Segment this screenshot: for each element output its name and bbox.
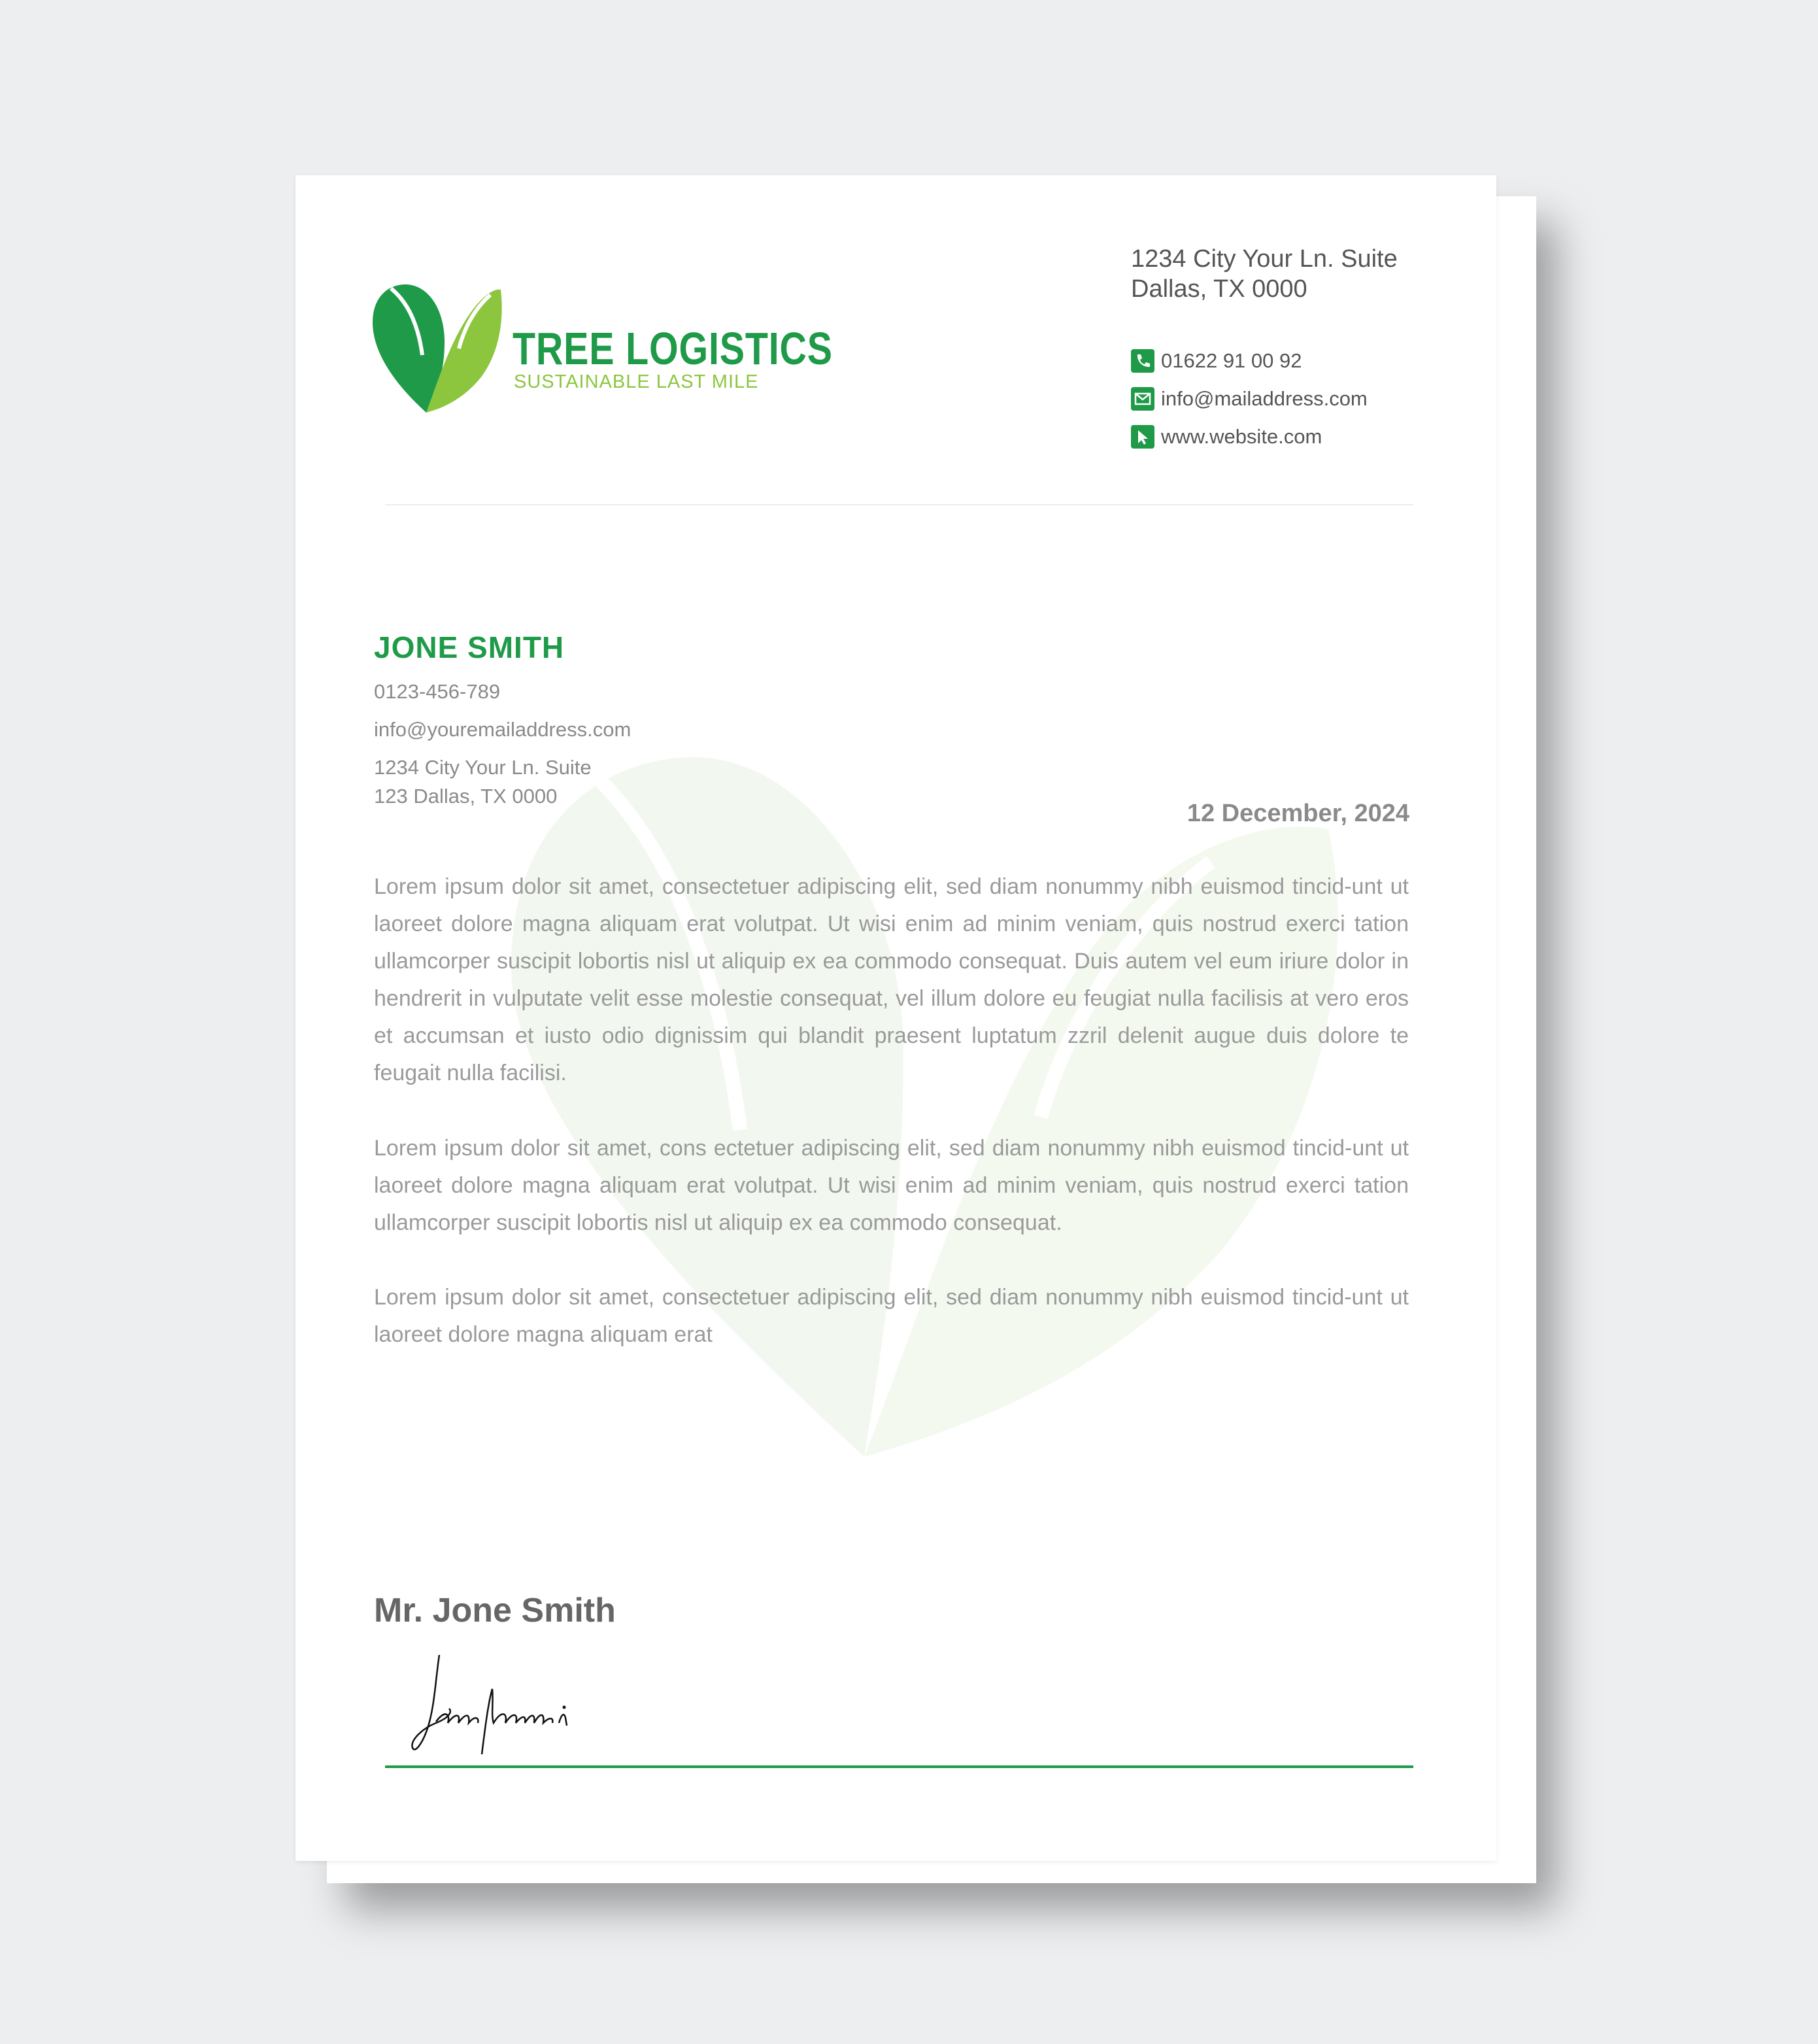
letterhead-sheet [295, 175, 1496, 1861]
tree-heart-logo-icon [373, 283, 503, 414]
brand-tagline: SUSTAINABLE LAST MILE [514, 371, 759, 392]
header-phone-text: 01622 91 00 92 [1161, 349, 1302, 372]
signer-name: Mr. Jone Smith [374, 1592, 616, 1629]
letter-date: 12 December, 2024 [1187, 800, 1409, 827]
recipient-phone: 0123-456-789 [374, 680, 501, 703]
header-email-text[interactable]: info@mailaddress.com [1161, 386, 1368, 410]
header-phone [1131, 348, 1302, 373]
recipient-email: info@youremailaddress.com [374, 718, 631, 741]
header-address-line2: Dallas, TX 0000 [1131, 275, 1307, 303]
handwritten-signature [410, 1650, 593, 1767]
body-paragraph-1: Lorem ipsum dolor sit amet, consectetuer adipiscing elit, sed diam nonummy nibh euismod tincid-unt ut laoreet dolore magna aliquam erat volutpat. Ut wisi enim ad minim veniam, quis nostrud exerci tation ullamcorper suscipit lobortis nisl ut aliquip ex ea commodo consequat. Duis autem vel eum iriure dolor in hendrerit in vulputate velit esse molestie consequat, vel illum dolore eu feugiat nulla facilisis at vero eros et accumsan et iusto odio dignissim qui blandit praesent luptatum zzril delenit augue duis dolore te feugait nulla facilisi. [374, 874, 1409, 1085]
header-website-text[interactable]: www.website.com [1161, 424, 1322, 448]
mail-icon [1131, 387, 1154, 411]
header-email [1131, 386, 1368, 411]
header-website [1131, 424, 1322, 449]
cursor-icon [1131, 425, 1154, 449]
header-divider [385, 504, 1413, 505]
brand-name: TREE LOGISTICS [513, 323, 833, 374]
recipient-address-line1: 1234 City Your Ln. Suite [374, 756, 592, 779]
phone-icon [1131, 349, 1154, 373]
footer-divider [385, 1765, 1413, 1768]
header-address-line1: 1234 City Your Ln. Suite [1131, 245, 1398, 273]
header-address [1131, 244, 1398, 304]
recipient-address-line2: 123 Dallas, TX 0000 [374, 785, 558, 808]
recipient-name: JONE SMITH [374, 630, 565, 664]
body-paragraph-2: Lorem ipsum dolor sit amet, cons ectetuer adipiscing elit, sed diam nonummy nibh euismod tincid-unt ut laoreet dolore magna aliquam erat volutpat. Ut wisi enim ad minim veniam, quis nostrud exerci tation ullamcorper suscipit lobortis nisl ut aliquip ex ea commodo consequat. [374, 1136, 1409, 1235]
body-paragraph-3: Lorem ipsum dolor sit amet, consectetuer adipiscing elit, sed diam nonummy nibh euismod tincid-unt ut laoreet dolore magna aliquam erat [374, 1285, 1409, 1347]
